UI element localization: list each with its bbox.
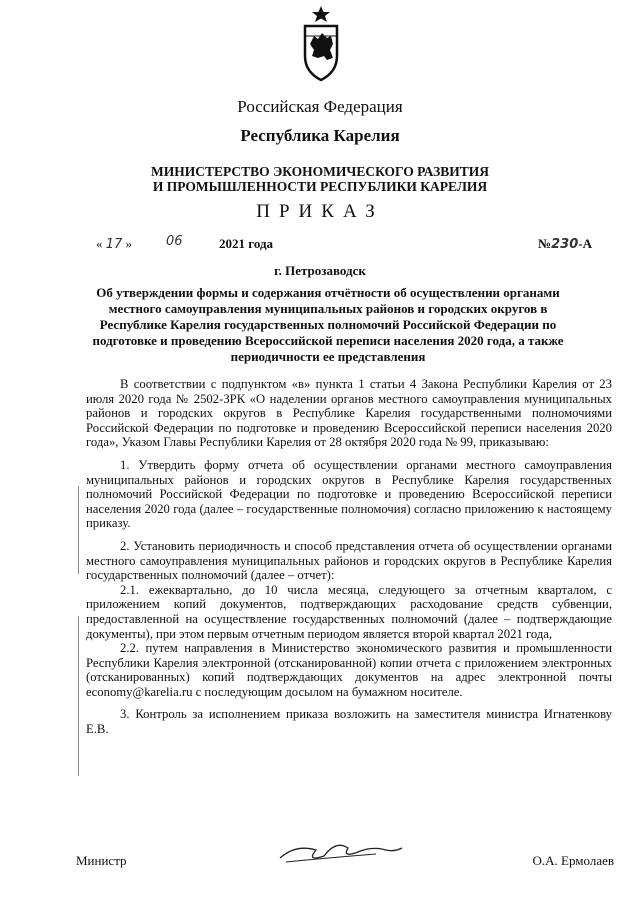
order-year: 2021 года [219, 236, 274, 251]
coat-of-arms-icon [300, 6, 342, 82]
order-day [96, 236, 132, 252]
handwritten-signature [276, 828, 406, 870]
number-prefix: № [538, 236, 552, 251]
margin-mark [78, 486, 79, 574]
order-body [86, 377, 612, 745]
preamble-paragraph: В соответствии с подпунктом «в» пункта 1 статьи 4 Закона Республики Карелия от 23 июля 2020 года № 2502-ЗРК «О наделении органов местного самоуправления муниципальных районов и городских округов в Республике Карелия государственными полномочиями Российской Федерации по подготовке и проведению Всероссийской переписи населения 2020 года», Указом Главы Республики Карелия от 28 октября 2020 года № 99, приказываю: [86, 377, 612, 450]
number-suffix: -А [578, 236, 592, 251]
republic-name: Республика Карелия [240, 126, 400, 145]
handwritten-month: 06 [166, 234, 183, 249]
dateline [96, 236, 592, 256]
order-title: Об утверждении формы и содержания отчётности об осуществлении органами местного самоуправления муниципальных районов и городских округов в Республике Карелия государственных полномочий Российской Федерации по подготовке и проведению Всероссийской переписи населения 2020 года, а также периодичности ее представления [92, 285, 564, 364]
item-3-paragraph: 3. Контроль за исполнением приказа возложить на заместителя министра Игнатенкову Е.В. [86, 707, 612, 737]
quote-close: » [125, 236, 133, 251]
city: г. Петрозаводск [274, 263, 366, 278]
ministry-line-1: МИНИСТЕРСТВО ЭКОНОМИЧЕСКОГО РАЗВИТИЯ [151, 164, 489, 179]
item-2-2-paragraph: 2.2. путем направления в Министерство экономического развития и промышленности Республики Карелия электронной (отсканированной) копии отчета с приложением электронных (отсканированных) копий подтверждающих документов на адрес электронной почты economy@karelia.ru с последующим досылом на бумажном носителе. [86, 641, 612, 699]
item-2-paragraph: 2. Установить периодичность и способ представления отчета об осуществлении органами местного самоуправления муниципальных районов и городских округов в Республике Карелия государственных полномочий (далее – отчет): [86, 538, 612, 583]
item-2-1-paragraph: 2.1. ежеквартально, до 10 числа месяца, следующего за отчетным кварталом, с приложением копий документов, подтверждающих расходование средств субвенции, предоставленной на осуществление государственных полномочий (далее – подтверждающие документы), при этом первым отчетным периодом является второй квартал 2021 года, [86, 582, 612, 641]
handwritten-number: 230 [551, 237, 579, 252]
item-1-paragraph: 1. Утвердить форму отчета об осуществлении органами местного самоуправления муниципальных районов и городских округов в Республике Карелия государственных полномочий Российской Федерации по подготовке и проведению Всероссийской переписи населения 2020 года (далее – государственные полномочия) согласно приложению к настоящему приказу. [86, 457, 612, 531]
handwritten-day: 17 [105, 237, 123, 252]
document-type: ПРИКАЗ [256, 201, 384, 222]
ministry-line-2: И ПРОМЫШЛЕННОСТИ РЕСПУБЛИКИ КАРЕЛИЯ [152, 179, 488, 194]
signatory-position: Министр [76, 853, 127, 868]
country-name: Российская Федерация [237, 97, 403, 116]
ministry-name [0, 164, 640, 194]
quote-open: « [96, 236, 103, 251]
order-number [538, 236, 592, 252]
signatory-name: О.А. Ермолаев [532, 853, 614, 868]
margin-mark [78, 616, 79, 776]
